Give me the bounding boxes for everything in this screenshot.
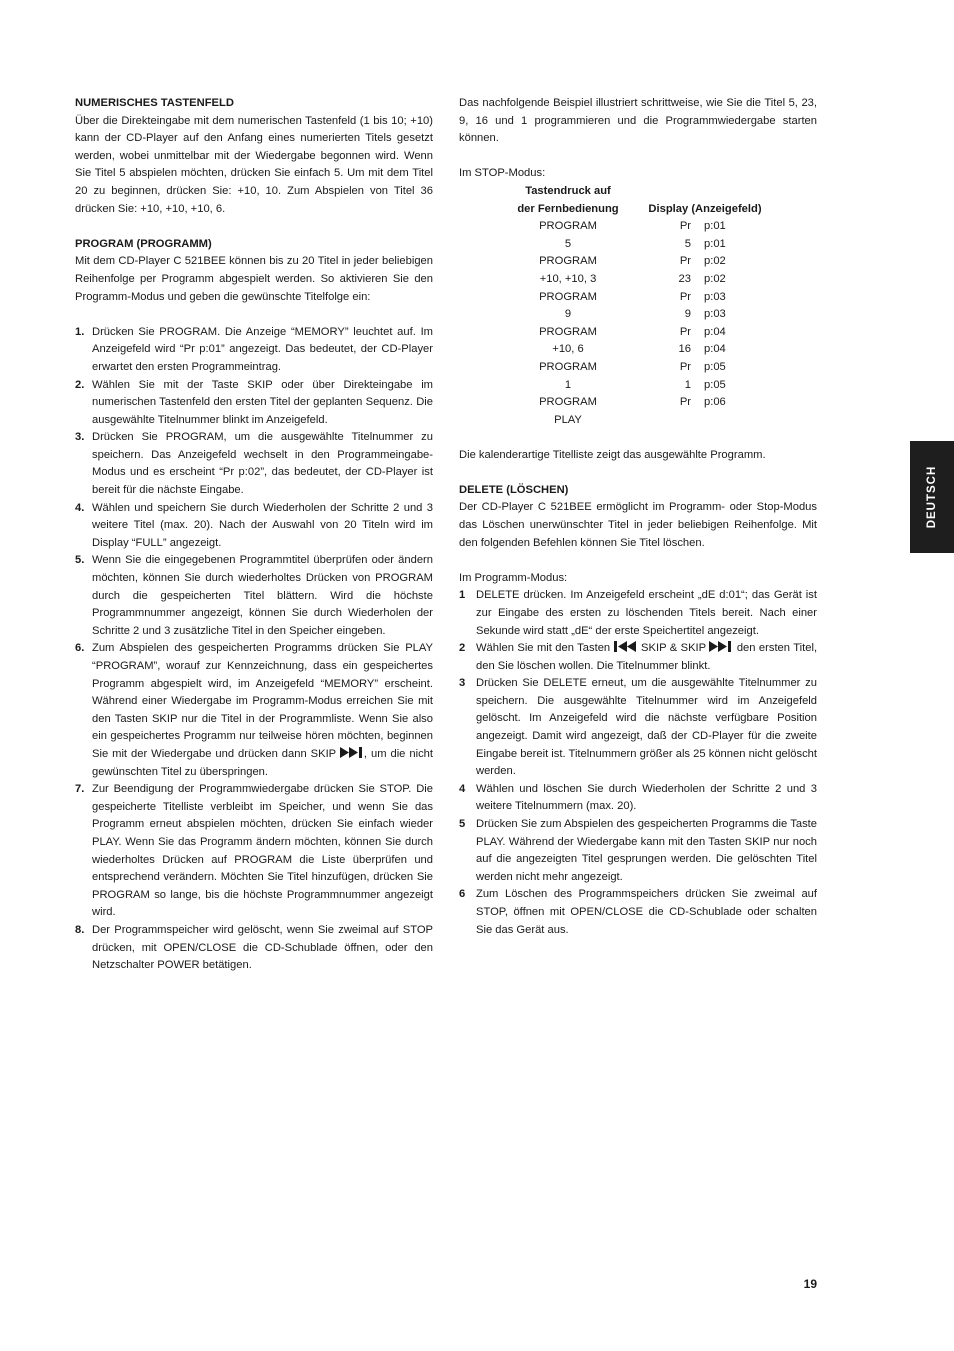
table-header-col1-line1: Tastendruck auf xyxy=(525,184,611,197)
program-mode-label: Im Programm-Modus: xyxy=(459,571,568,584)
delete-heading: DELETE (LÖSCHEN) xyxy=(459,483,569,496)
delete-step: 2 Wählen Sie mit den Tasten SKIP & SKIP den ersten Titel, den Sie löschen wollen. Die Titelnummer blinkt. xyxy=(459,642,818,672)
program-step: 1. Drücken Sie PROGRAM. Die Anzeige “MEMORY” leuchtet auf. Im Anzeigefeld wird “Pr p:01” angezeigt. Das bedeutet, der CD-Player erwartet den ersten Programmeintrag. xyxy=(75,325,433,373)
program-step: 7. Zur Beendigung der Programmwiedergabe drücken Sie STOP. Die gespeicherte Titelliste verbleibt im Speicher, und wenn Sie das Programm erneut abspielen möchten, drücken Sie einfach wieder PLAY. Wenn Sie das Programm ändern möchten, können Sie durch wiederholtes Drücken auf PROGRAM die Liste überprüfen und entsprechend verändern. Möchten Sie Titel hinzufügen, drücken Sie PROGRAM so lange, bis die höchste Programmnummer angezeigt wird. xyxy=(75,783,433,919)
table-row: PROGRAM Pr p:05 xyxy=(539,360,726,373)
delete-step: 6 Zum Löschen des Programmspeichers drücken Sie zweimal auf STOP, öffnen mit OPEN/CLOSE die CD-Schublade oder schalten Sie das Gerät aus. xyxy=(459,888,817,936)
table-row: 9 9 p:03 xyxy=(564,308,726,321)
right-column xyxy=(459,95,817,939)
program-step: 2. Wählen Sie mit der Taste SKIP oder über Direkteingabe im numerischen Tastenfeld den ersten Titel der geplanten Sequenz. Die ausgewählte Titelnummer blinkt im Anzeigefeld. xyxy=(75,378,433,426)
table-row: +10, 6 16 p:04 xyxy=(552,343,726,356)
left-column xyxy=(75,95,433,975)
program-steps xyxy=(75,324,433,975)
table-row: PROGRAM Pr p:03 xyxy=(539,290,726,303)
program-step: 3. Drücken Sie PROGRAM, um die ausgewählte Titelnummer zu speichern. Das Anzeigefeld wechselt in den Programmeingabe-Modus und es erscheint “Pr p:02”, das bedeutet, der CD-Player ist bereit für die nächste Eingabe. xyxy=(75,431,433,497)
language-side-tab xyxy=(910,441,954,553)
table-row: 5 5 p:01 xyxy=(564,237,726,250)
stop-mode-label: Im STOP-Modus: xyxy=(459,167,546,180)
program-heading: PROGRAM (PROGRAMM) xyxy=(75,237,212,250)
delete-step: 1 DELETE drücken. Im Anzeigefeld erscheint „dE d:01“; das Gerät ist zur Eingabe des ersten zu löschenden Titels bereit. Nach einer Sekunde wird statt „dE“ der erste Speichertitel angezeigt. xyxy=(459,589,817,637)
skip-back-icon xyxy=(614,641,638,652)
program-step: 8. Der Programmspeicher wird gelöscht, wenn Sie zweimal auf STOP drücken, mit OPEN/CLOSE die CD-Schublade öffnen, oder den Netzschalter POWER betätigen. xyxy=(75,923,433,972)
table-row: PROGRAM Pr p:04 xyxy=(539,325,726,338)
table-row: 1 1 p:05 xyxy=(564,378,726,391)
program-example-table xyxy=(459,183,817,429)
table-header-row xyxy=(459,183,817,201)
delete-step: 4 Wählen und löschen Sie durch Wiederholen der Schritte 2 und 3 weitere Titelnummern (max. 20). xyxy=(459,782,817,813)
delete-text: Der CD-Player C 521BEE ermöglicht im Programm- oder Stop-Modus das Löschen unerwünschter Titel in jeder beliebigen Reihenfolge. Mit den folgenden Befehlen können Sie Titel löschen. xyxy=(459,501,817,549)
skip-forward-icon xyxy=(709,641,733,652)
program-step: 6. Zum Abspielen des gespeicherten Programms drücken Sie PLAY “PROGRAM”, worauf zur Kennzeichnung, dass ein gespeichertes Programm abgespielt wird, im Anzeigefeld “MEMORY” erscheint. Während einer Wiedergabe im Programm-Modus erreichen Sie mit den Tasten SKIP nur die Titel in der Programmliste. Wenn Sie also ein gespeichertes Programm nur teilweise hören möchten, beginnen Sie mit der Wiedergabe und drücken dann SKIP , um die nicht gewünschten Titel zu überspringen. xyxy=(75,642,433,778)
table-row: +10, +10, 3 23 p:02 xyxy=(539,272,726,285)
program-text: Mit dem CD-Player C 521BEE können bis zu 20 Titel in jeder beliebigen Reihenfolge per Programm abgespielt werden. So aktivieren Sie den Programm-Modus und geben die gewünschte Titelfolge ein: xyxy=(75,255,433,303)
table-row: PROGRAM Pr p:06 xyxy=(539,396,726,409)
table-header-row xyxy=(459,201,817,219)
delete-steps xyxy=(459,587,817,939)
table-row: PROGRAM Pr p:02 xyxy=(539,255,726,268)
table-row: PLAY xyxy=(554,413,582,426)
delete-step: 5 Drücken Sie zum Abspielen des gespeicherten Programms die Taste PLAY. Während der Wiedergabe kann mit den Tasten SKIP nur noch auf die angezeigten Titel gesprungen werden. Die gelöschten Titel werden nicht mehr angezeigt. xyxy=(459,818,817,883)
numerisches-heading: NUMERISCHES TASTENFELD xyxy=(75,97,234,109)
table-row: PROGRAM Pr p:01 xyxy=(539,220,726,233)
table-header-col1-line2: der Fernbedienung xyxy=(517,202,619,215)
calendar-note: Die kalenderartige Titelliste zeigt das ausgewählte Programm. xyxy=(459,448,766,461)
program-step: 4. Wählen und speichern Sie durch Wiederholen der Schritte 2 und 3 weitere Titel (max. 20). Nach der Auswahl von 20 Titeln wird im Display “FULL” angezeigt. xyxy=(75,501,433,549)
language-label: DEUTSCH xyxy=(926,465,938,529)
numerisches-text: Über die Direkteingabe mit dem numerischen Tastenfeld (1 bis 10; +10) kann der CD-Player auf den Anfang eines numerierten Titels gesetzt werden, wobei unmittelbar mit der Wiedergabe begonnen wird. Wenn Sie Titel 5 abspielen möchten, drücken Sie einfach 5. Um mit dem Titel 20 zu beginnen, drücken Sie: +10, 10. Zum Abspielen von Titel 36 drücken Sie: +10, +10, +10, 6. xyxy=(75,114,433,215)
skip-forward-icon xyxy=(340,747,364,758)
delete-step: 3 Drücken Sie DELETE erneut, um die ausgewählte Titelnummer zu speichern. Die ausgewählte Titelnummer wird im Anzeigefeld gelöscht. Im Anzeigefeld wird die nächste verfügbare Position angezeigt. Damit wird angezeigt, daß der CD-Player für die zweite Eingabe bereit ist. Titelnummern größer als 25 können nicht gelöscht werden. xyxy=(459,677,817,778)
example-intro: Das nachfolgende Beispiel illustriert schrittweise, wie Sie die Titel 5, 23, 9, 16 und 1 programmieren und die Programmwiedergabe starten können. xyxy=(459,97,817,145)
program-step: 5. Wenn Sie die eingegebenen Programmtitel überprüfen oder ändern möchten, können Sie durch wiederholtes Drücken von PROGRAM durch die gespeicherten Titel blättern. Wird die höchste Programmnummer angezeigt, können Sie durch Wiederholen der Schritte 2 und 3 zusätzliche Titel in den Speicher eingeben. xyxy=(75,554,433,637)
page-number: 19 xyxy=(803,1277,817,1291)
table-header-col2: Display (Anzeigefeld) xyxy=(648,202,762,215)
